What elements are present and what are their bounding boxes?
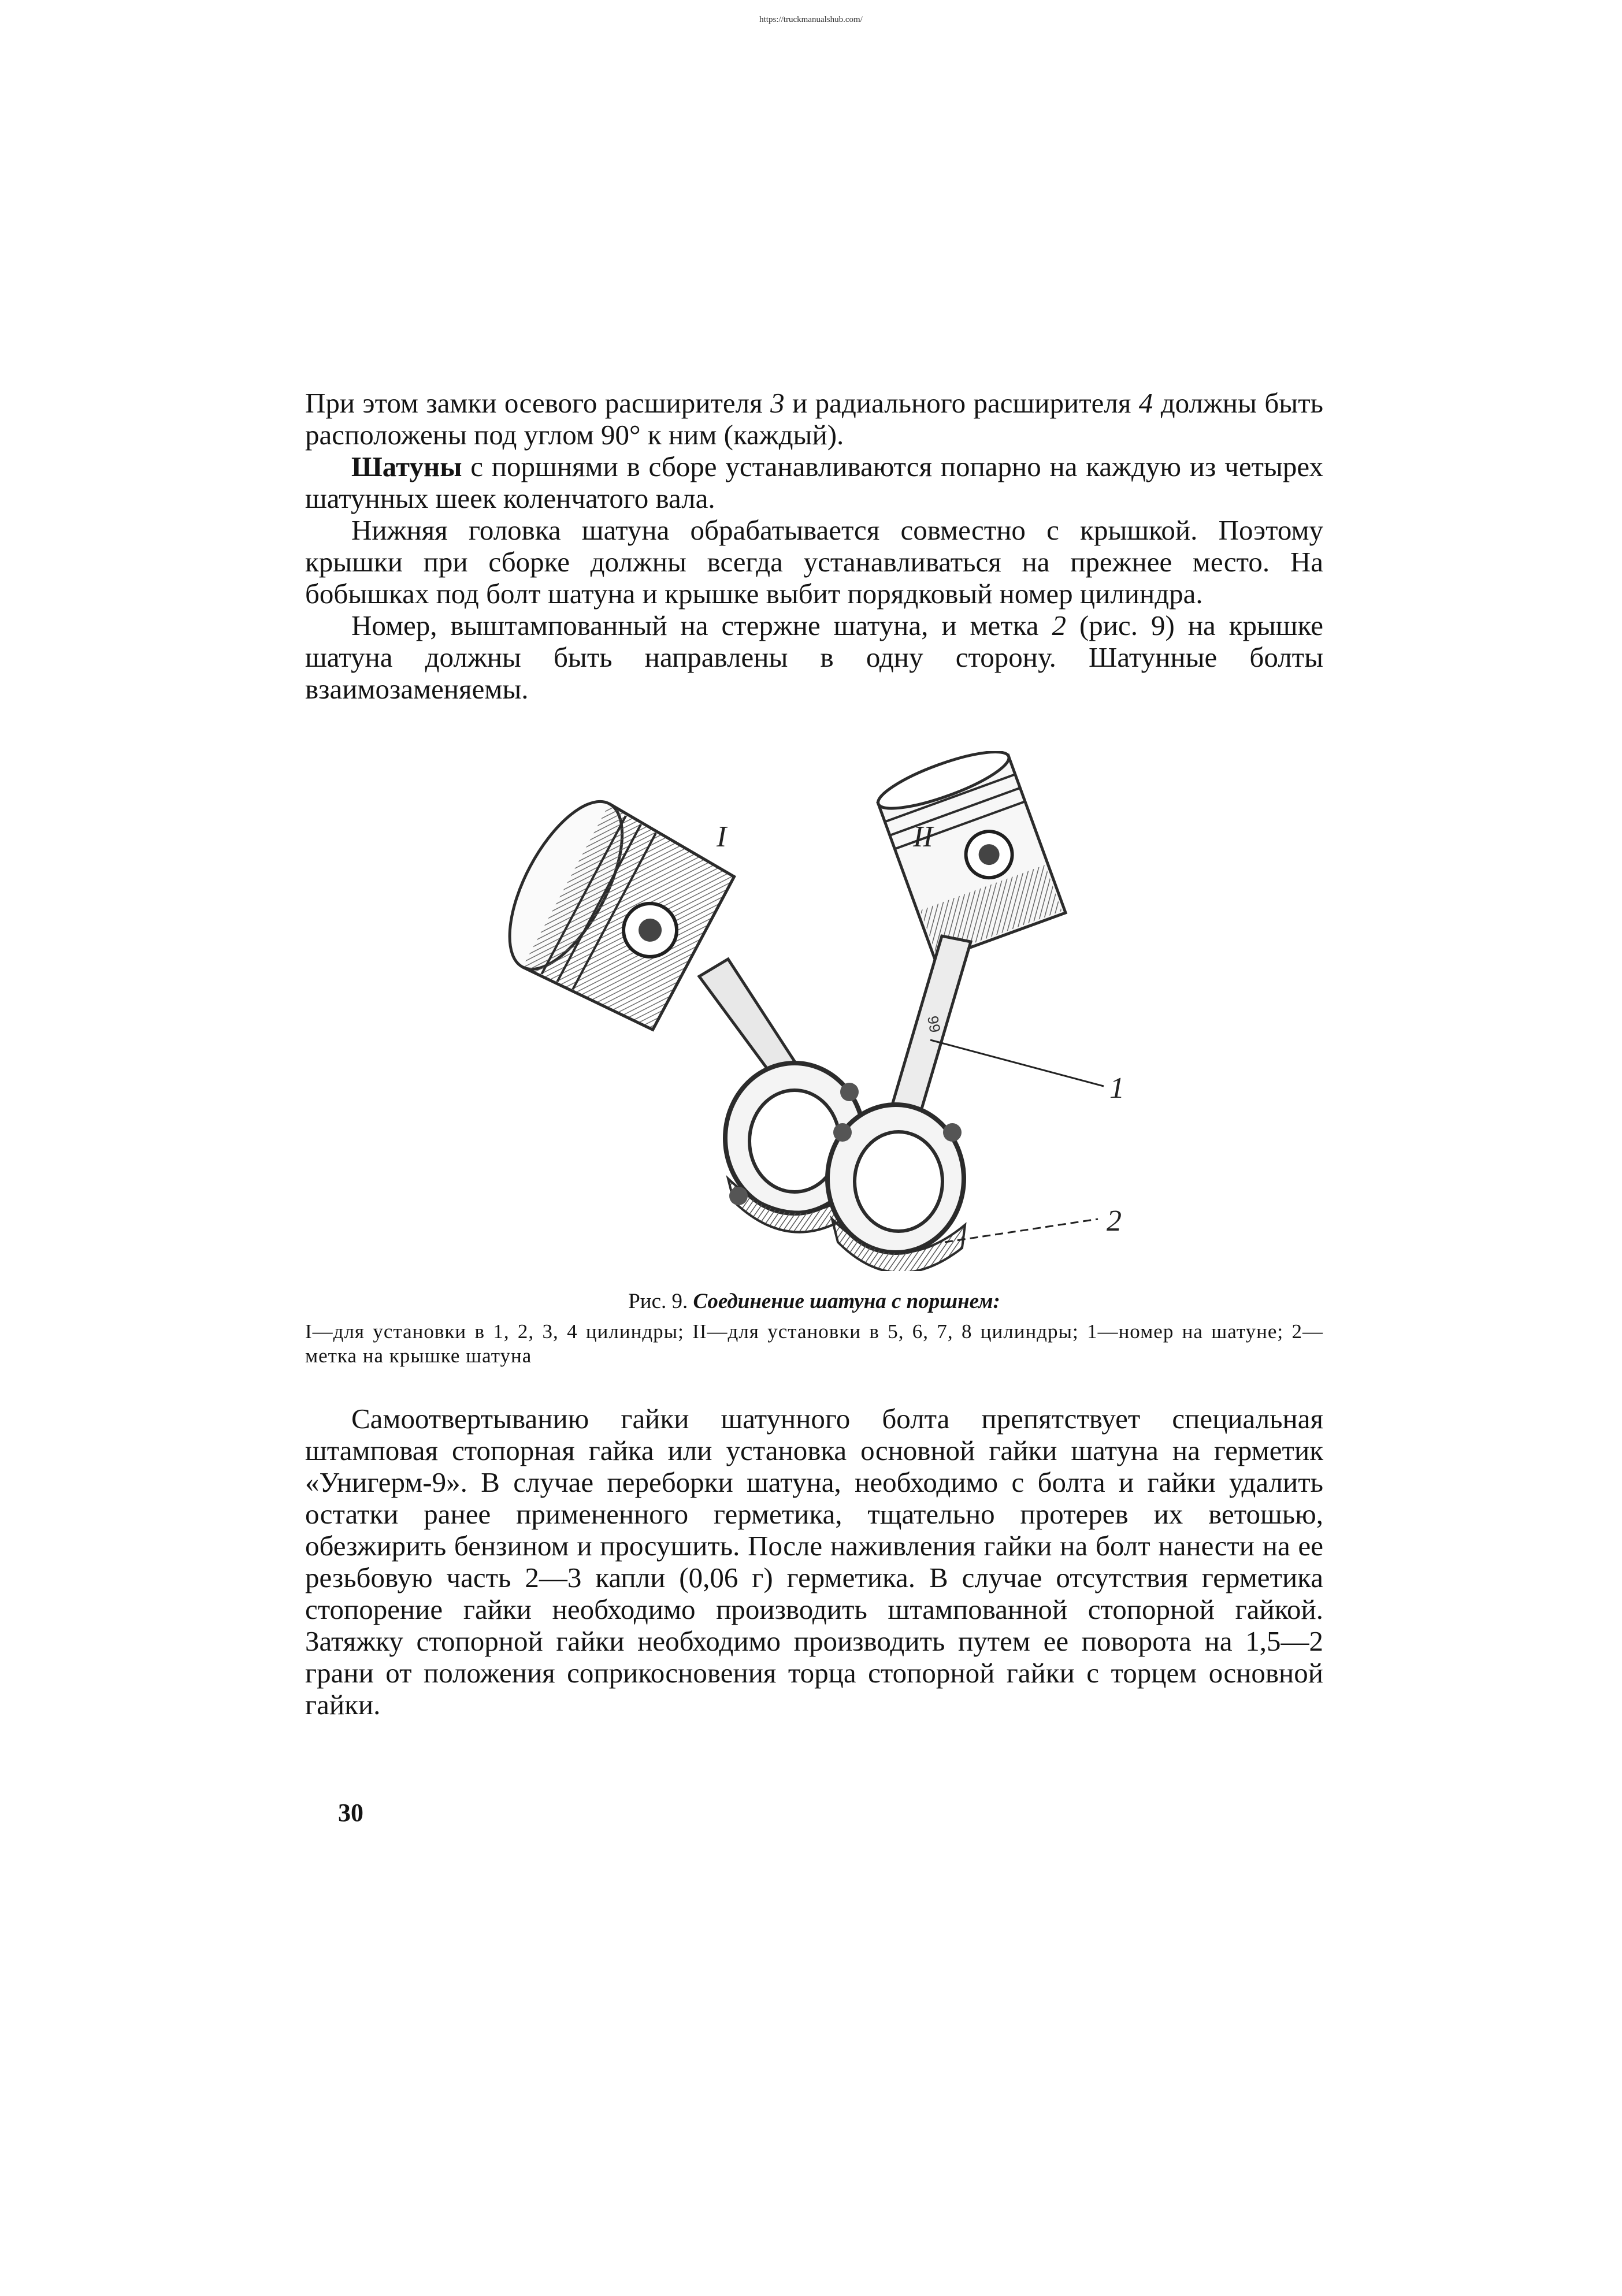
caption-title: Рис. 9. Соединение шатуна с поршнем:	[628, 1290, 1000, 1313]
top-text-block	[305, 387, 1323, 705]
label-roman-2: II	[913, 820, 933, 853]
source-url[interactable]: https://truckmanualshub.com/	[759, 15, 863, 24]
label-roman-1: I	[717, 820, 727, 853]
page-number: 30	[338, 1799, 363, 1827]
paragraph-ring-locks: При этом замки осевого расширителя 3 и радиального расширителя 4 должны быть расположены под углом 90° к ним (каждый).	[305, 387, 1323, 451]
callout-line-2	[945, 1219, 1098, 1242]
paragraph-connecting-rods: Шатуны с поршнями в сборе устанавливаются попарно на каждую из четырех шатунных шеек коленчатого вала.	[305, 451, 1323, 514]
piston-assembly-1	[487, 785, 864, 1232]
piston-rod-figure	[439, 751, 1208, 1271]
piston-assembly-2	[827, 751, 1104, 1271]
bottom-text-block	[305, 1403, 1323, 1721]
callout-line-1	[930, 1040, 1104, 1086]
label-callout-2: 2	[1107, 1205, 1122, 1238]
rod-stamped-number: 99	[924, 1014, 944, 1034]
paragraph-lower-head: Нижняя головка шатуна обрабатывается совместно с крышкой. Поэтому крышки при сборке должны всегда устанавливаться на прежнее место. На бобышках под болт шатуна и крышке выбит порядковый номер цилиндра.	[305, 514, 1323, 610]
piston-rod-illustration	[439, 751, 1208, 1271]
figure-caption	[305, 1288, 1323, 1368]
label-callout-1: 1	[1109, 1072, 1124, 1105]
paragraph-nut-locking: Самоотвертыванию гайки шатунного болта препятствует специальная штамповая стопорная гайка или установка основной гайки шатуна на герметик «Унигерм-9». В случае переборки шатуна, необходимо с болта и гайки удалить остатки ранее примененного герметика, тщательно протерев их ветошью, обезжирить бензином и просушить. После наживления гайки на болт нанести на ее резьбовую часть 2—3 капли (0,06 г) герметика. В случае отсутствия герметика стопорение гайки необходимо производить штампованной стопорной гайкой. Затяжку стопорной гайки необходимо производить путем ее поворота на 1,5—2 грани от положения соприкосновения торца стопорной гайки с торцем основной гайки.	[305, 1403, 1323, 1721]
paragraph-rod-number: Номер, выштампованный на стержне шатуна, и метка 2 (рис. 9) на крышке шатуна должны быть направлены в одну сторону. Шатунные болты взаимозаменяемы.	[305, 610, 1323, 705]
caption-text: I—для установки в 1, 2, 3, 4 цилиндры; II—для установки в 5, 6, 7, 8 цилиндры; 1—номер на шатуне; 2—метка на крышке шатуна	[305, 1320, 1323, 1367]
